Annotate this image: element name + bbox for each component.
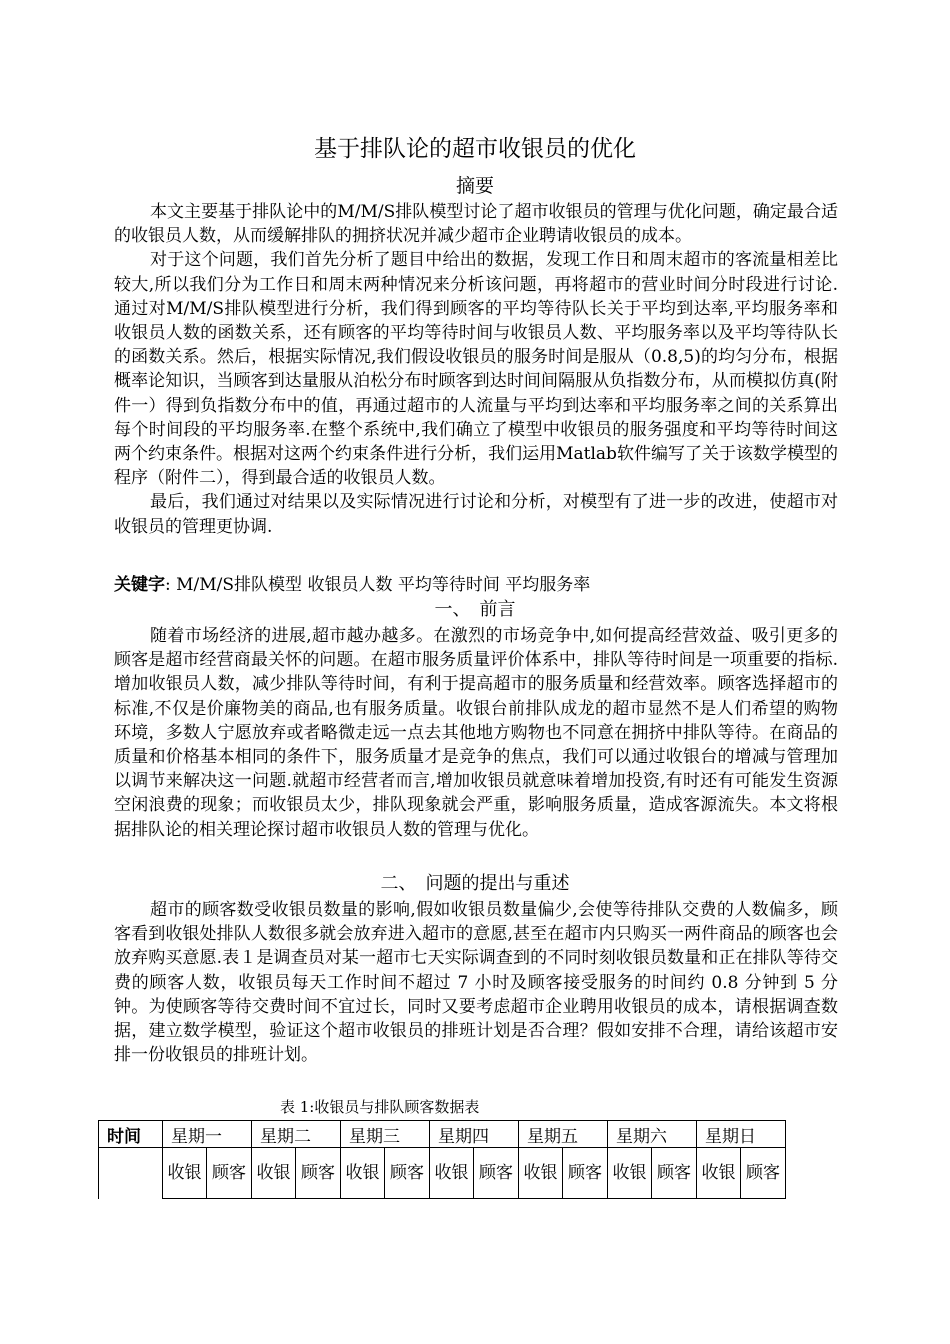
keywords-label: 关键字	[114, 575, 165, 595]
table-subheader-row	[99, 1148, 786, 1199]
cashier-subheader: 收银	[519, 1148, 563, 1199]
abstract-paragraph: 最后，我们通过对结果以及实际情况进行讨论和分析，对模型有了进一步的改进，使超市对收银员的管理更协调.	[114, 492, 838, 537]
cashier-subheader: 收银	[430, 1148, 474, 1199]
customer-subheader: 顾客	[741, 1148, 786, 1199]
day-header-cell: 星期一	[163, 1121, 252, 1148]
customer-subheader: 顾客	[207, 1148, 252, 1199]
cashier-subheader: 收银	[608, 1148, 652, 1199]
day-header-cell: 星期六	[608, 1121, 697, 1148]
time-header-cell: 时间	[99, 1121, 163, 1148]
abstract-heading: 摘要	[455, 175, 494, 197]
paper-title: 基于排队论的超市收银员的优化	[314, 136, 636, 162]
customer-subheader: 顾客	[652, 1148, 697, 1199]
abstract-paragraph: 本文主要基于排队论中的M/M/S排队模型讨论了超市收银员的管理与优化问题，确定最合适的收银员人数，从而缓解排队的拥挤状况并减少超市企业聘请收银员的成本。	[114, 202, 838, 247]
abstract-body	[114, 200, 838, 539]
day-header-cell: 星期日	[697, 1121, 786, 1148]
cashier-subheader: 收银	[341, 1148, 385, 1199]
day-header-cell: 星期二	[252, 1121, 341, 1148]
table-caption: 表 1:收银员与排队顾客数据表	[280, 1098, 480, 1116]
section-heading-problem: 二、 问题的提出与重述	[380, 873, 570, 894]
cashier-subheader: 收银	[163, 1148, 207, 1199]
intro-body	[114, 624, 838, 842]
problem-body	[114, 898, 838, 1067]
abstract-paragraph: 对于这个问题，我们首先分析了题目中给出的数据，发现工作日和周末超市的客流量相差比较大,所以我们分为工作日和周末两种情况来分析该问题，再将超市的营业时间分时段进行讨论.通过对M/M/S排队模型进行分析，我们得到顾客的平均等待队长关于平均到达率,平均服务率和收银员人数的函数关系，还有顾客的平均等待时间与收银员人数、平均服务率以及平均等待队长的函数关系。然后，根据实际情况,我们假设收银员的服务时间是服从（0.8,5)的均匀分布，根据概率论知识，当顾客到达量服从泊松分布时顾客到达时间间隔服从负指数分布，从而模拟仿真(附件一）得到负指数分布中的值，再通过超市的人流量与平均到达率和平均服务率之间的关系算出每个时间段的平均服务率.在整个系统中,我们确立了模型中收银员的服务强度和平均等待时间这两个约束条件。根据对这两个约束条件进行分析，我们运用Matlab软件编写了关于该数学模型的程序（附件二），得到最合适的收银员人数。	[114, 250, 838, 489]
problem-paragraph: 超市的顾客数受收银员数量的影响,假如收银员数量偏少,会使等待排队交费的人数偏多，顾客看到收银处排队人数很多就会放弃进入超市的意愿,甚至在超市内只购买一两件商品的顾客也会放弃购买意愿.表１是调查员对某一超市七天实际调查到的不同时刻收银员数量和正在排队等待交费的顾客人数，收银员每天工作时间不超过 7 小时及顾客接受服务的时间约 0.8 分钟到 5 分钟。为使顾客等待交费时间不宜过长，同时又要考虑超市企业聘用收银员的成本，请根据调查数据，建立数学模型，验证这个超市收银员的排班计划是否合理？假如安排不合理，请给该超市安排一份收银员的排班计划。	[114, 900, 838, 1066]
customer-subheader: 顾客	[563, 1148, 608, 1199]
day-header-cell: 星期三	[341, 1121, 430, 1148]
customer-subheader: 顾客	[474, 1148, 519, 1199]
cashier-subheader: 收银	[697, 1148, 741, 1199]
table-header-row	[99, 1121, 786, 1148]
keywords-line	[114, 573, 838, 597]
section-heading-intro: 一、 前言	[434, 599, 516, 620]
keywords-text: : M/M/S排队模型 收银员人数 平均等待时间 平均服务率	[165, 575, 591, 595]
cashier-subheader: 收银	[252, 1148, 296, 1199]
cashier-data-table	[98, 1120, 786, 1199]
customer-subheader: 顾客	[385, 1148, 430, 1199]
customer-subheader: 顾客	[296, 1148, 341, 1199]
empty-cell	[99, 1148, 163, 1199]
day-header-cell: 星期四	[430, 1121, 519, 1148]
day-header-cell: 星期五	[519, 1121, 608, 1148]
intro-paragraph: 随着市场经济的进展,超市越办越多。在激烈的市场竞争中,如何提高经营效益、吸引更多的顾客是超市经营商最关怀的问题。在超市服务质量评价体系中，排队等待时间是一项重要的指标.增加收银员人数，减少排队等待时间，有利于提高超市的服务质量和经营效率。顾客选择超市的标准,不仅是价廉物美的商品,也有服务质量。收银台前排队成龙的超市显然不是人们希望的购物环境，多数人宁愿放弃或者略微走远一点去其他地方购物也不同意在拥挤中排队等待。在商品的质量和价格基本相同的条件下，服务质量才是竞争的焦点，我们可以通过收银台的增减与管理加以调节来解决这一问题.就超市经营者而言,增加收银员就意味着增加投资,有时还有可能发生资源空闲浪费的现象；而收银员太少，排队现象就会严重，影响服务质量，造成客源流失。本文将根据排队论的相关理论探讨超市收银员人数的管理与优化。	[114, 626, 838, 840]
